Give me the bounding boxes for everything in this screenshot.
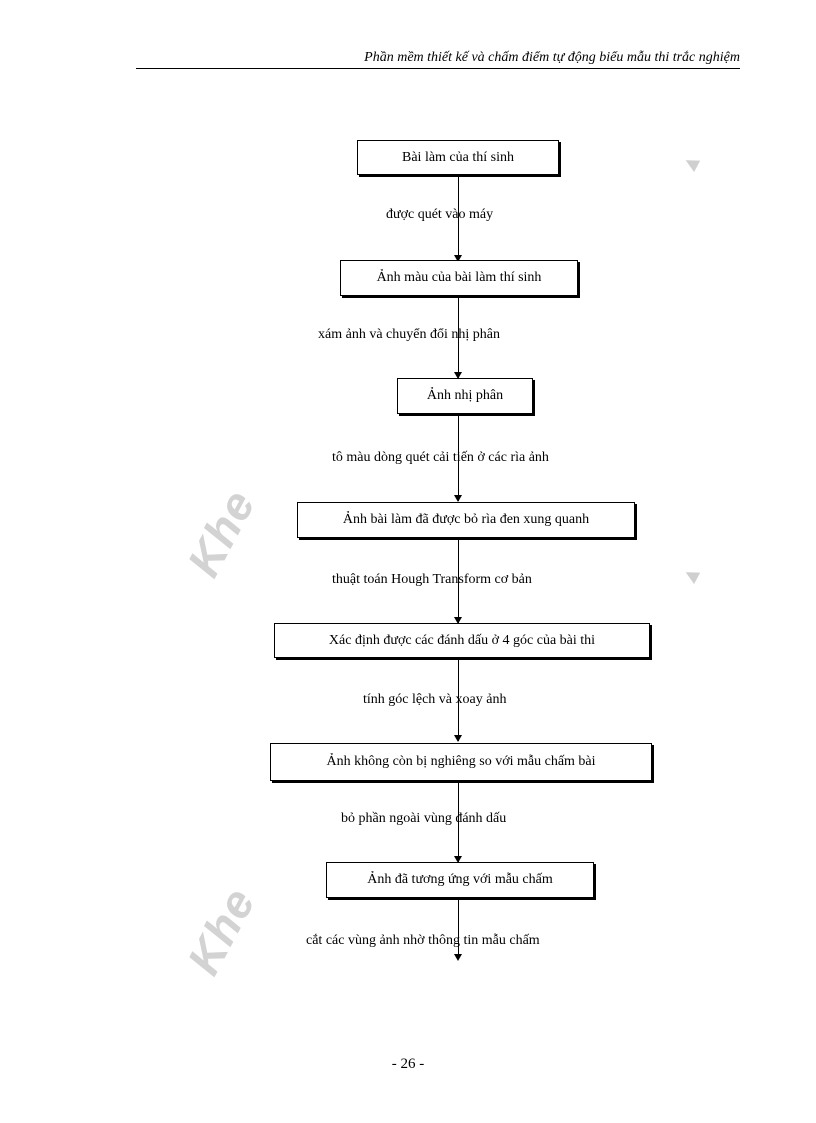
- flow-step-3: tô màu dòng quét cải tiến ở các rìa ảnh: [332, 450, 549, 465]
- flow-step-4: thuật toán Hough Transform cơ bản: [332, 572, 532, 587]
- flow-step-5: tính góc lệch và xoay ảnh: [363, 692, 507, 707]
- watermark-mark-lower: ▲: [674, 559, 707, 591]
- flow-box-4: Ảnh bài làm đã được bỏ rìa đen xung quanh: [297, 502, 635, 538]
- arrow-7: [454, 954, 462, 961]
- flow-box-2: Ảnh màu của bài làm thí sinh: [340, 260, 578, 296]
- watermark-mark-upper: ▲: [674, 147, 707, 179]
- arrow-5: [454, 735, 462, 742]
- header-title: Phần mềm thiết kế và chấm điểm tự động biểu mẫu thi trắc nghiệm: [364, 50, 740, 65]
- flow-step-2: xám ảnh và chuyển đổi nhị phân: [318, 327, 500, 342]
- flow-step-6: bỏ phần ngoài vùng đánh dấu: [341, 811, 507, 826]
- flow-step-7: cắt các vùng ảnh nhờ thông tin mẫu chấm: [306, 933, 540, 948]
- arrow-3: [454, 495, 462, 502]
- flow-box-7: Ảnh đã tương ứng với mẫu chấm: [326, 862, 594, 898]
- watermark-lower: Khe: [176, 879, 266, 983]
- page-number: - 26 -: [391, 1056, 425, 1072]
- watermark-upper: Khe: [176, 481, 266, 585]
- flow-box-6: Ảnh không còn bị nghiêng so với mẫu chấm bài: [270, 743, 652, 781]
- flow-box-5: Xác định được các đánh dấu ở 4 góc của bài thi: [274, 623, 650, 658]
- flow-step-1: được quét vào máy: [386, 207, 494, 222]
- flow-box-3: Ảnh nhị phân: [397, 378, 533, 414]
- flow-box-1: Bài làm của thí sinh: [357, 140, 559, 175]
